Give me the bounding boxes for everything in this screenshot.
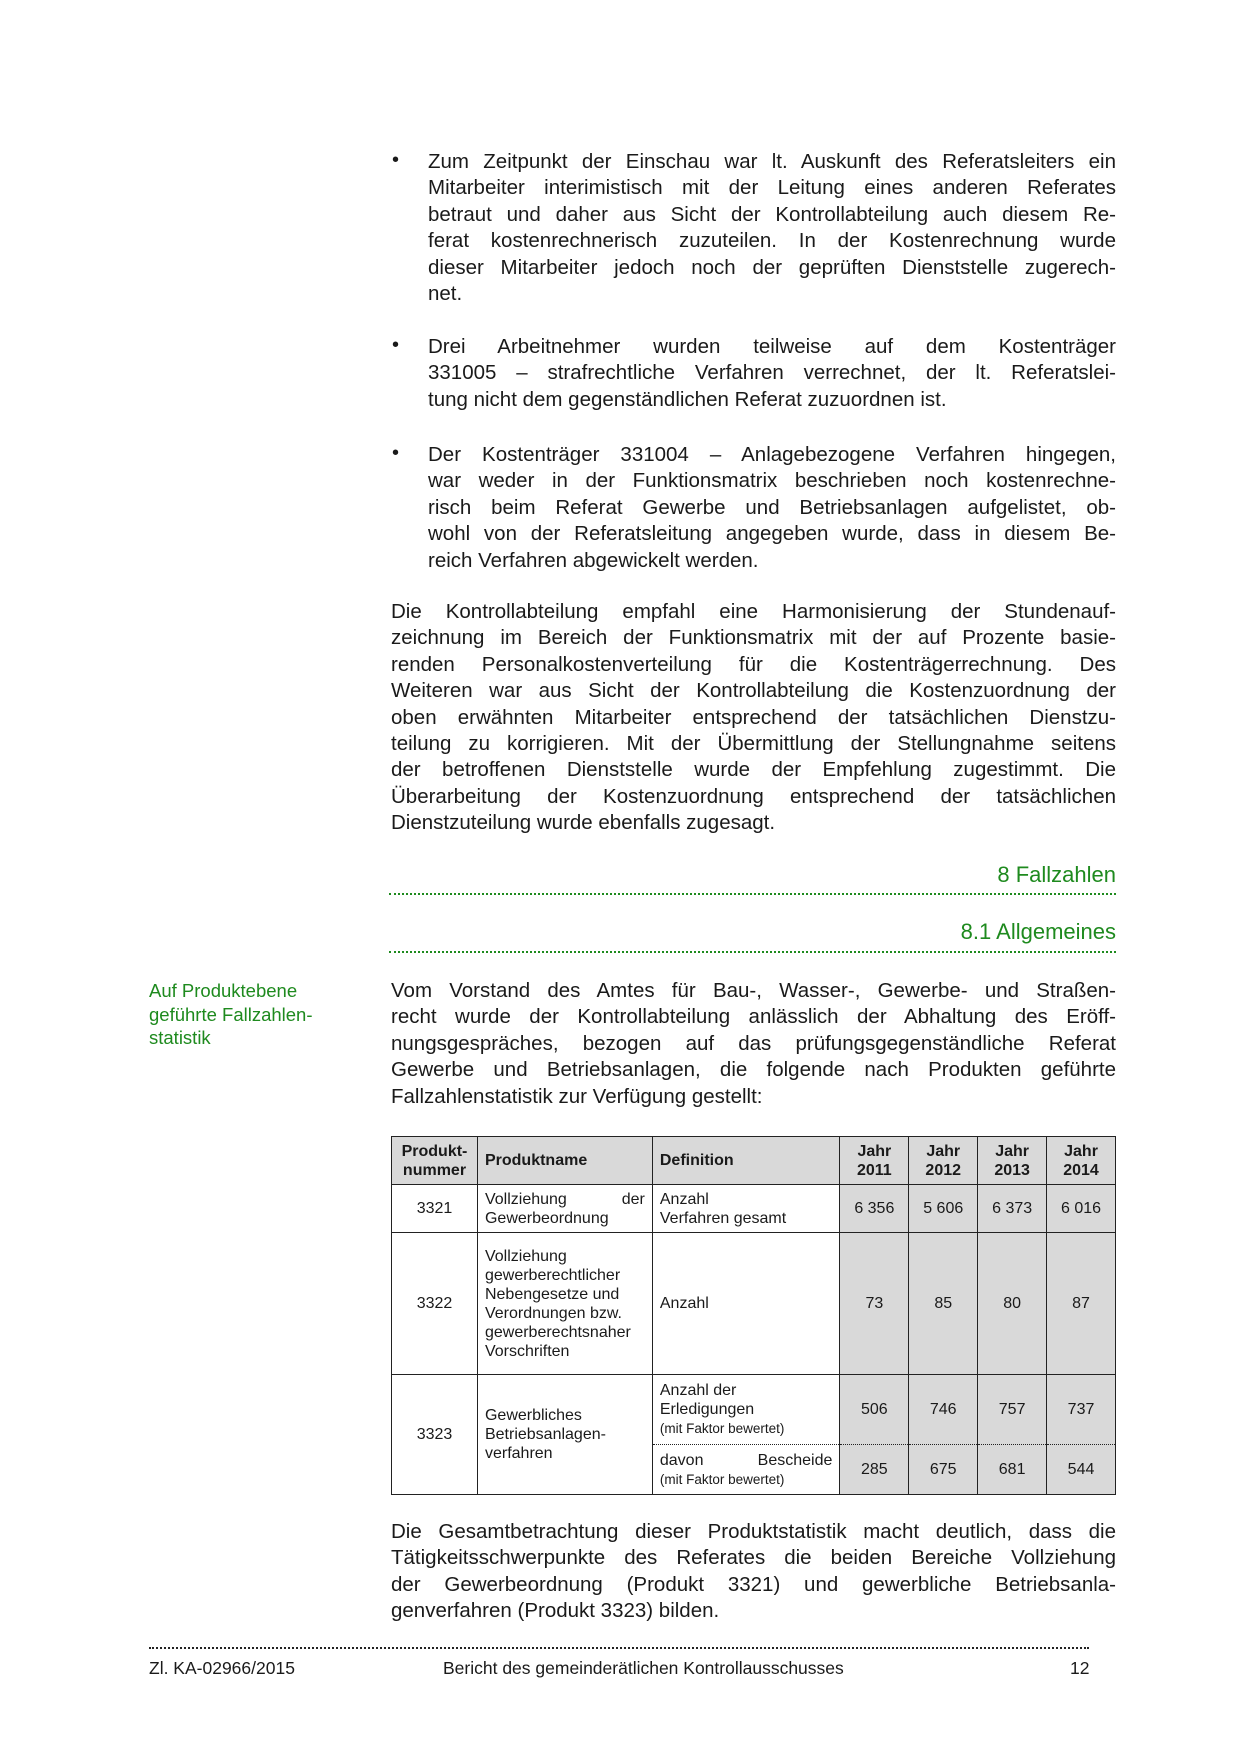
product-name: Gewerbliches Betriebsanlagen- verfahren [477,1375,652,1495]
header-year-2013: Jahr 2013 [978,1137,1047,1185]
margin-note [149,979,349,1050]
text-line: der betroffenen Dienststelle wurde der Empfehlung zugestimmt. Die [391,758,1116,782]
section-heading-8-1: 8.1 Allgemeines [960,919,1116,944]
value-2014: 737 [1047,1375,1116,1445]
text-line: risch beim Referat Gewerbe und Betriebsanlagen aufgelistet, ob- [428,495,1116,519]
product-number: 3321 [392,1185,478,1233]
definition: Anzahl [652,1233,840,1375]
text-line: Tätigkeitsschwerpunkte des Referates die beiden Bereiche Vollziehung [391,1546,1116,1570]
text-line: nungsgespräches, bezogen auf das prüfungsgegenständliche Referat [391,1031,1116,1055]
text-line: Die Kontrollabteilung empfahl eine Harmonisierung der Stundenauf- [391,600,1116,623]
text-line: recht wurde der Kontrollabteilung anlässlich der Abhaltung des Eröff- [391,1005,1116,1029]
text-line: war weder in der Funktionsmatrix beschrieben noch kostenrechne- [428,469,1116,493]
header-product-name: Produktname [477,1137,652,1185]
table-header-row [392,1137,1116,1185]
text-line: Überarbeitung der Kostenzuordnung entsprechend der tatsächlichen [391,784,1116,808]
product-number: 3323 [392,1375,478,1495]
text-line: Die Gesamtbetrachtung dieser Produktstatistik macht deutlich, dass die [391,1520,1116,1543]
bullet-item-1 [428,149,1116,307]
text-line: Fallzahlenstatistik zur Verfügung gestellt: [391,1084,763,1108]
text-line: Vom Vorstand des Amtes für Bau-, Wasser-, Gewerbe- und Straßen- [391,979,1116,1002]
text-line: Zum Zeitpunkt der Einschau war lt. Auskunft des Referatsleiters ein [428,150,1116,173]
text-line: genverfahren (Produkt 3323) bilden. [391,1599,720,1623]
text-line: wohl von der Referatsleitung angegeben wurde, dass in diesem Be- [428,522,1116,546]
value-2014: 6 016 [1047,1185,1116,1233]
value-2011: 6 356 [840,1185,909,1233]
table-row [392,1375,1116,1445]
header-year-2014: Jahr 2014 [1047,1137,1116,1185]
text-line: dieser Mitarbeiter jedoch noch der geprüften Dienststelle zugerech- [428,255,1116,279]
text-line: net. [428,282,463,306]
footer-divider [149,1647,1089,1649]
margin-note-line: geführte Fallzahlen- [149,1003,313,1025]
text-line: Drei Arbeitnehmer wurden teilweise auf dem Kostenträger [428,335,1116,358]
value-2013: 681 [978,1445,1047,1495]
bullet-icon: • [392,442,400,464]
table-row [392,1233,1116,1375]
product-name: Vollziehung der Gewerbeordnung [477,1185,652,1233]
header-product-number: Produkt- nummer [392,1137,478,1185]
definition: Anzahl der Erledigungen (mit Faktor bewertet) [652,1375,840,1445]
value-2012: 5 606 [909,1185,978,1233]
bullet-icon: • [392,334,400,356]
heading-divider [389,893,1116,895]
header-definition: Definition [652,1137,840,1185]
paragraph-conclusion [391,1519,1116,1625]
heading-divider [389,951,1116,953]
value-2014: 87 [1047,1233,1116,1375]
text-line: tung nicht dem gegenständlichen Referat zuzuordnen ist. [428,387,947,411]
product-number: 3322 [392,1233,478,1375]
text-line: oben erwähnten Mitarbeiter entsprechend der tatsächlichen Dienstzu- [391,705,1116,729]
text-line: renden Personalkostenverteilung für die Kostenträgerrechnung. Des [391,652,1116,676]
header-year-2011: Jahr 2011 [840,1137,909,1185]
value-2013: 757 [978,1375,1047,1445]
text-line: teilung zu korrigieren. Mit der Übermittlung der Stellungnahme seitens [391,732,1116,756]
value-2013: 6 373 [978,1185,1047,1233]
text-line: Der Kostenträger 331004 – Anlagebezogene Verfahren hingegen, [428,443,1116,466]
table-row [392,1185,1116,1233]
text-line: Gewerbe und Betriebsanlagen, die folgende nach Produkten geführte [391,1058,1116,1082]
product-name: Vollziehung gewerberechtlicher Nebengesetze und Verordnungen bzw. gewerberechtsnaher Vorschriften [477,1233,652,1375]
text-line: der Gewerbeordnung (Produkt 3321) und gewerbliche Betriebsanla- [391,1572,1116,1596]
text-line: Weiteren war aus Sicht der Kontrollabteilung die Kostenzuordnung der [391,679,1116,703]
page-number: 12 [1070,1658,1090,1678]
text-line: Dienstzuteilung wurde ebenfalls zugesagt. [391,811,776,835]
bullet-item-3 [428,442,1116,574]
text-line: Mitarbeiter interimistisch mit der Leitung eines anderen Referates [428,176,1116,200]
value-2012: 675 [909,1445,978,1495]
paragraph-recommendation [391,599,1116,837]
value-2012: 85 [909,1233,978,1375]
margin-note-line: statistik [149,1027,211,1048]
value-2013: 80 [978,1233,1047,1375]
value-2014: 544 [1047,1445,1116,1495]
value-2012: 746 [909,1375,978,1445]
paragraph-intro [391,978,1116,1110]
margin-note-line: Auf Produktebene [149,980,298,1001]
text-line: zeichnung im Bereich der Funktionsmatrix mit der auf Prozente basie- [391,626,1116,650]
text-line: ferat kostenrechnerisch zuzuteilen. In der Kostenrechnung wurde [428,229,1116,253]
footer-reference: Zl. KA-02966/2015 [149,1658,295,1678]
header-year-2012: Jahr 2012 [909,1137,978,1185]
text-line: 331005 – strafrechtliche Verfahren verrechnet, der lt. Referatslei- [428,361,1116,385]
bullet-item-2 [428,334,1116,413]
text-line: betraut und daher aus Sicht der Kontrollabteilung auch diesem Re- [428,202,1116,226]
footer-title: Bericht des gemeinderätlichen Kontrollausschusses [443,1658,844,1678]
bullet-icon: • [392,149,400,171]
definition: davon Bescheide (mit Faktor bewertet) [652,1445,840,1495]
case-statistics-table [391,1136,1116,1495]
section-heading-8: 8 Fallzahlen [997,862,1116,887]
value-2011: 73 [840,1233,909,1375]
value-2011: 285 [840,1445,909,1495]
text-line: reich Verfahren abgewickelt werden. [428,548,759,572]
value-2011: 506 [840,1375,909,1445]
definition: Anzahl Verfahren gesamt [652,1185,840,1233]
